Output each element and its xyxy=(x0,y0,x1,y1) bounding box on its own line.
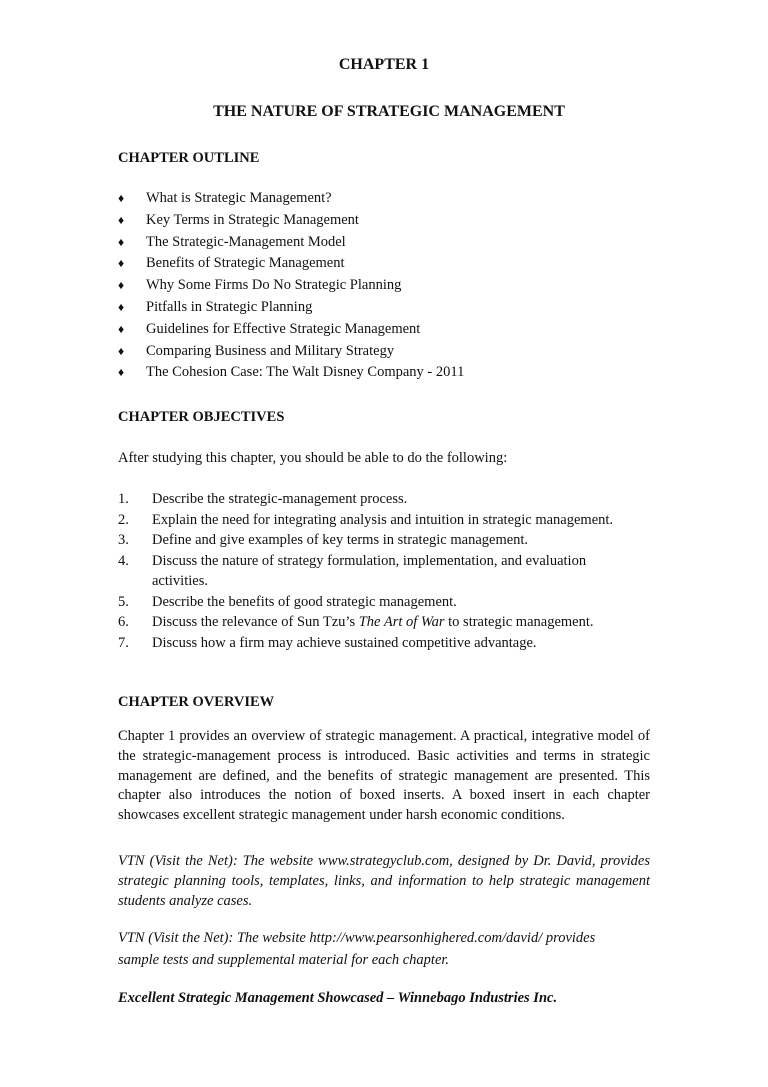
outline-item-text: Guidelines for Effective Strategic Management xyxy=(146,320,421,337)
objective-number: 5. xyxy=(118,593,129,610)
objective-number: 1. xyxy=(118,491,129,507)
list-item xyxy=(118,530,658,551)
overview-paragraph: Chapter 1 provides an overview of strategic management. A practical, integrative model of the strategic-management process is introduced. Basic activities and terms in strategic management are defined, and the benefits of strategic management are presented. This chapter also introduces the notion of boxed inserts. A boxed insert in each chapter showcases excellent strategic management under harsh economic conditions. xyxy=(118,728,650,824)
outline-heading: CHAPTER OUTLINE xyxy=(118,150,260,166)
outline-item-text: The Cohesion Case: The Walt Disney Company - 2011 xyxy=(146,364,465,381)
vtn-paragraph-2: VTN (Visit the Net): The website http://www.pearsonhighered.com/david/ provides sample tests and supplemental material for each chapter. xyxy=(118,930,596,968)
outline-item-text: What is Strategic Management? xyxy=(146,190,332,206)
diamond-bullet-icon: ♦ xyxy=(118,278,125,293)
objective-text-before: Discuss the relevance of Sun Tzu’s xyxy=(152,614,359,630)
diamond-bullet-icon: ♦ xyxy=(118,365,125,380)
objective-number: 4. xyxy=(118,552,129,569)
list-item xyxy=(118,489,658,510)
chapter-number: CHAPTER 1 xyxy=(338,56,430,73)
list-item xyxy=(118,612,658,633)
list-item xyxy=(118,297,678,319)
list-item xyxy=(118,633,658,654)
outline-list xyxy=(118,188,678,384)
list-item xyxy=(118,232,678,254)
showcase-heading: Excellent Strategic Management Showcased – Winnebago Industries Inc. xyxy=(118,990,558,1006)
objective-text xyxy=(152,612,658,633)
book-title: The Art of War xyxy=(358,614,445,630)
list-item xyxy=(118,210,678,232)
objective-number: 3. xyxy=(118,532,129,548)
list-item xyxy=(118,341,678,363)
objective-text: Define and give examples of key terms in strategic management. xyxy=(152,532,529,548)
objectives-intro: After studying this chapter, you should be able to do the following: xyxy=(118,450,508,466)
objective-text: Describe the benefits of good strategic management. xyxy=(152,593,457,610)
objective-text: Discuss the nature of strategy formulation, implementation, and evaluation activities. xyxy=(152,552,587,589)
outline-item-text: Benefits of Strategic Management xyxy=(146,255,345,272)
outline-item-text: Why Some Firms Do No Strategic Planning xyxy=(146,277,402,294)
vtn-paragraph-1: VTN (Visit the Net): The website www.strategyclub.com, designed by Dr. David, provides strategic planning tools, templates, links, and information to help strategic management students analyze cases. xyxy=(118,853,650,909)
diamond-bullet-icon: ♦ xyxy=(118,256,125,271)
list-item xyxy=(118,319,678,341)
objective-number: 7. xyxy=(118,634,129,651)
objective-number: 6. xyxy=(118,614,129,630)
objective-text: Explain the need for integrating analysis and intuition in strategic management. xyxy=(152,511,614,528)
outline-item-text: The Strategic-Management Model xyxy=(146,233,346,250)
chapter-title: THE NATURE OF STRATEGIC MANAGEMENT xyxy=(213,103,565,120)
list-item xyxy=(118,253,678,275)
diamond-bullet-icon: ♦ xyxy=(118,234,125,249)
outline-item-text: Pitfalls in Strategic Planning xyxy=(146,298,313,315)
objective-text: Discuss how a firm may achieve sustained competitive advantage. xyxy=(152,634,537,651)
outline-item-text: Comparing Business and Military Strategy xyxy=(146,342,395,359)
objectives-heading: CHAPTER OBJECTIVES xyxy=(118,409,285,425)
list-item xyxy=(118,592,658,613)
objective-text: Describe the strategic-management process. xyxy=(152,491,408,507)
list-item xyxy=(118,510,658,531)
list-item xyxy=(118,188,678,210)
overview-heading: CHAPTER OVERVIEW xyxy=(118,694,275,710)
list-item xyxy=(118,275,678,297)
diamond-bullet-icon: ♦ xyxy=(118,321,125,336)
objective-text-after: to strategic management. xyxy=(444,614,594,630)
diamond-bullet-icon: ♦ xyxy=(118,299,125,314)
list-item xyxy=(118,551,658,592)
objective-number: 2. xyxy=(118,511,129,528)
list-item xyxy=(118,362,678,384)
outline-item-text: Key Terms in Strategic Management xyxy=(146,211,359,228)
diamond-bullet-icon: ♦ xyxy=(118,343,125,358)
diamond-bullet-icon: ♦ xyxy=(118,191,125,205)
objectives-list xyxy=(118,489,658,653)
diamond-bullet-icon: ♦ xyxy=(118,212,125,227)
